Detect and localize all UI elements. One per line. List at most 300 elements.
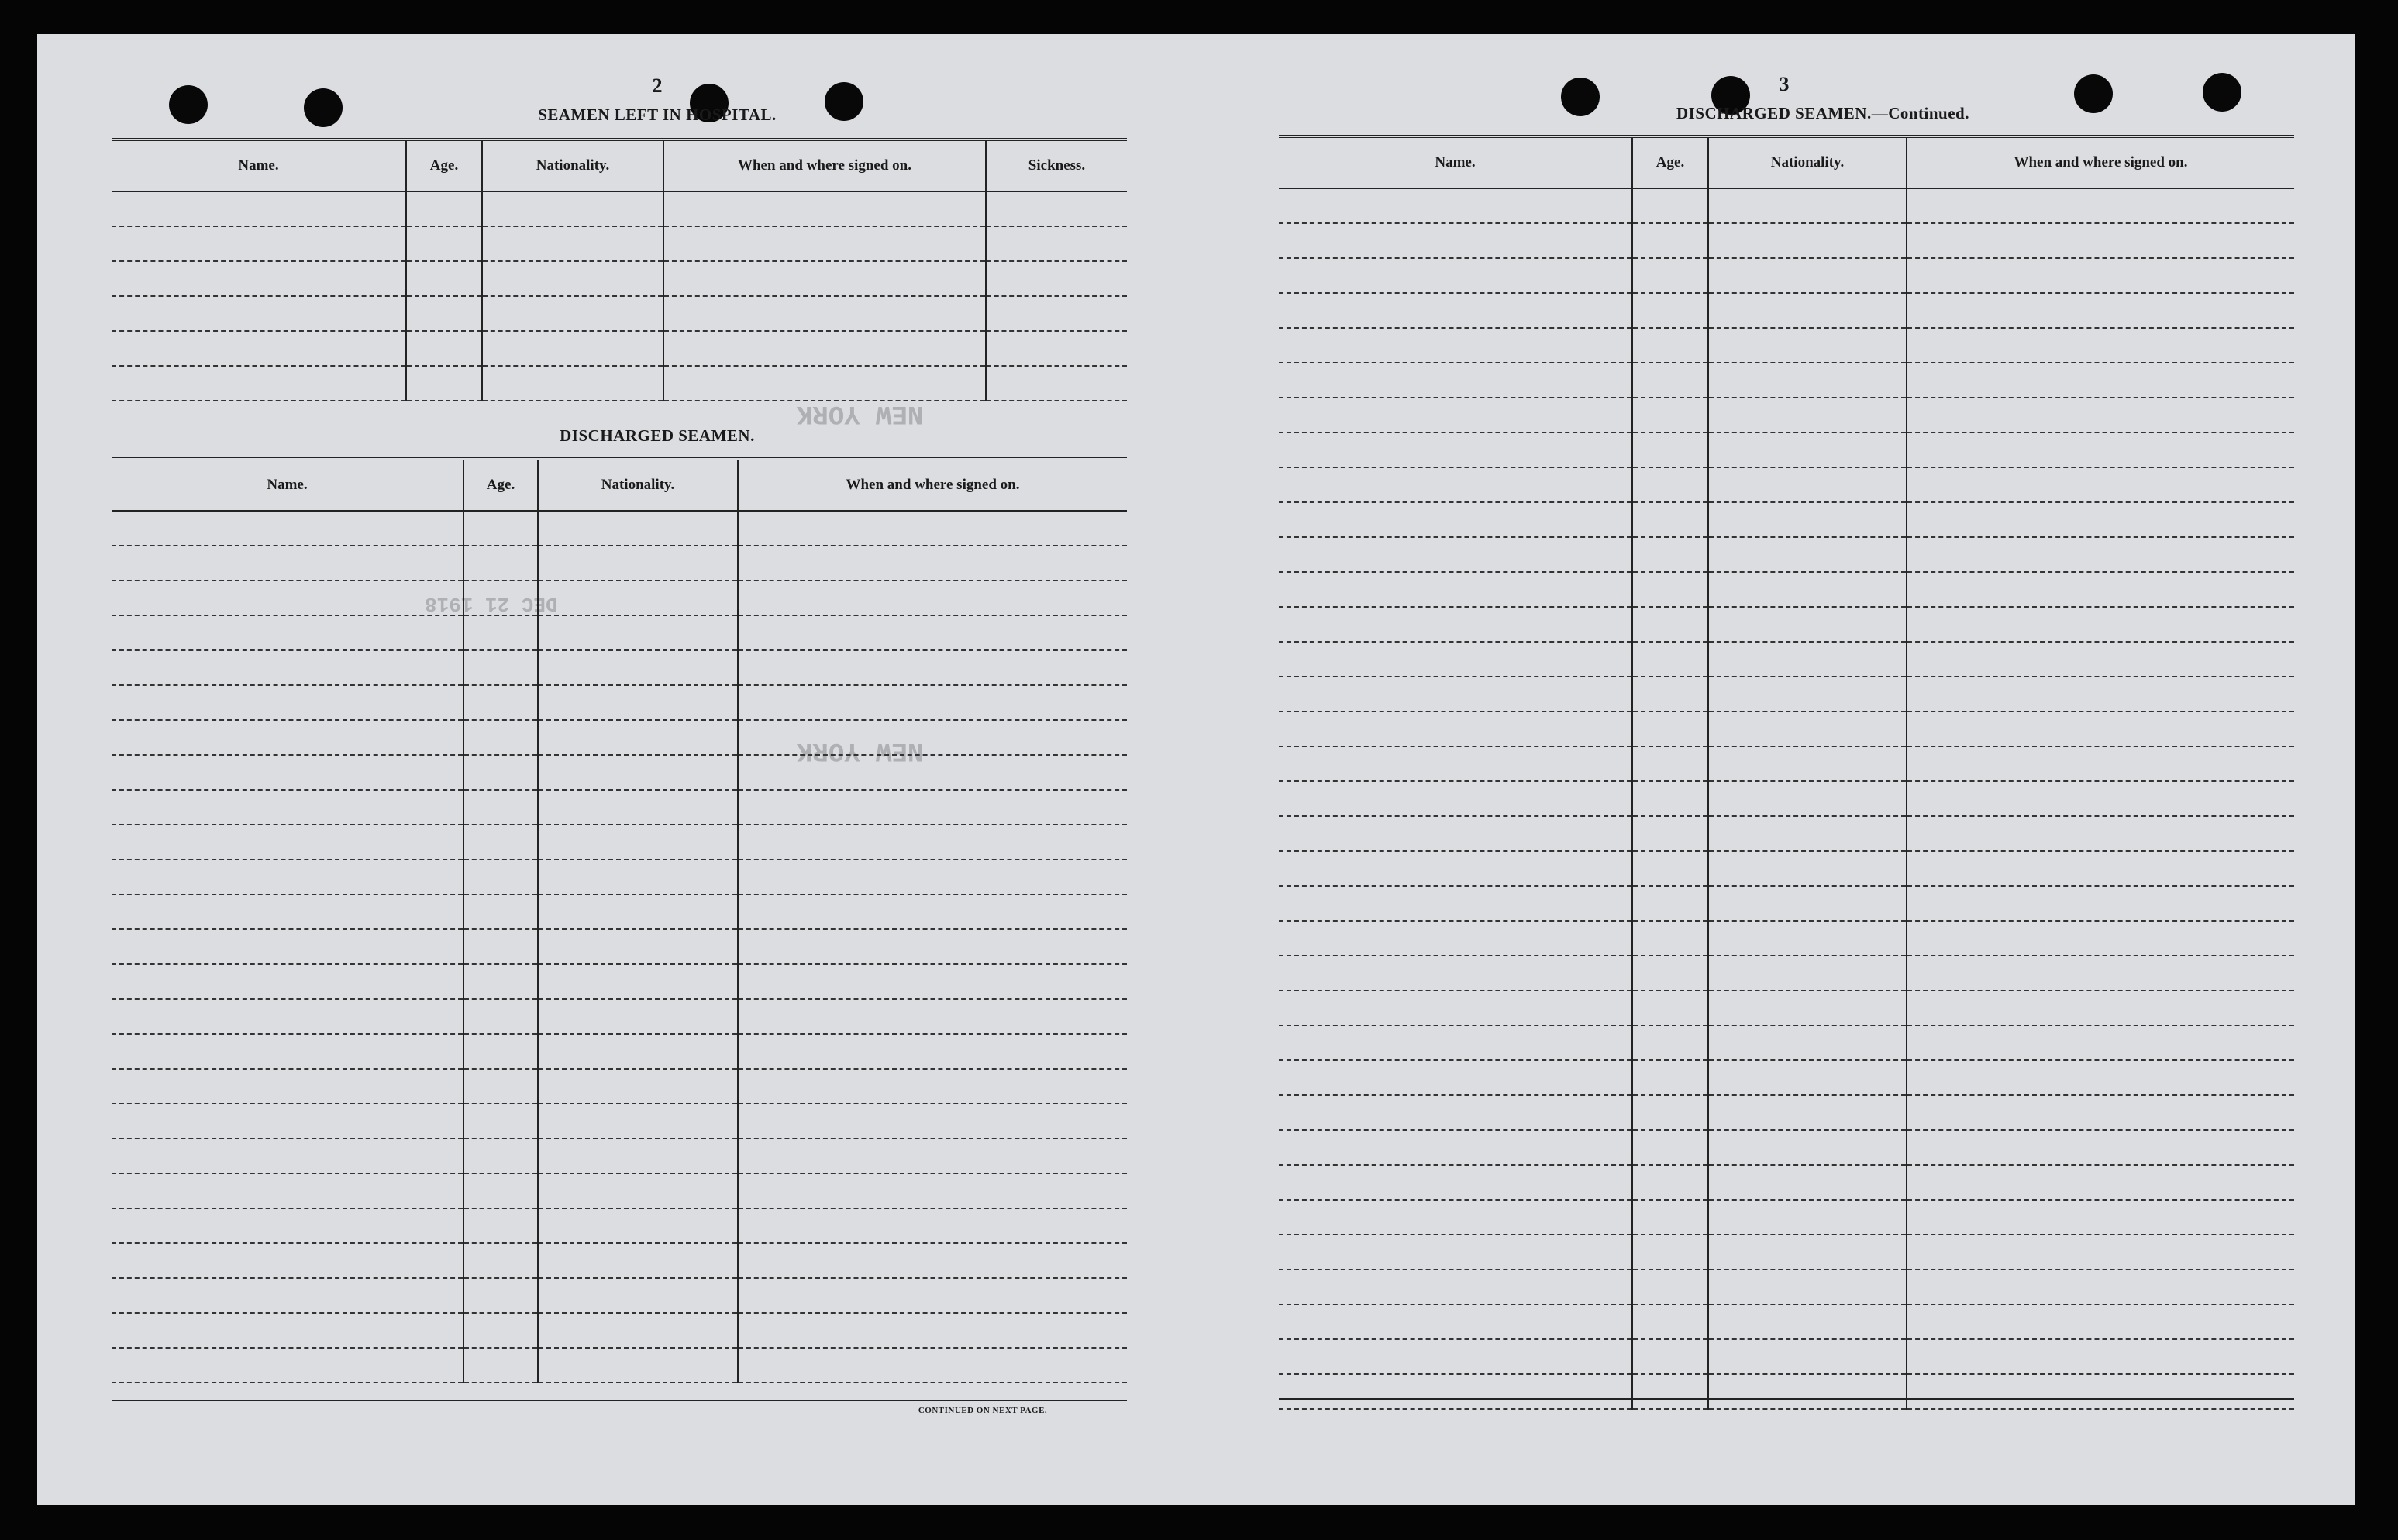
table-cell — [112, 894, 463, 929]
table-cell — [663, 331, 986, 366]
table-cell — [112, 860, 463, 894]
table-cell — [1632, 1339, 1708, 1374]
table-cell — [1632, 677, 1708, 711]
table-cell — [738, 929, 1127, 964]
discharged-section-title: DISCHARGED SEAMEN. — [560, 426, 755, 445]
table-cell — [1708, 1304, 1907, 1339]
table-row — [112, 1348, 1127, 1383]
column-header-age: Age. — [463, 459, 538, 511]
table-cell — [112, 226, 406, 261]
table-cell — [1708, 1270, 1907, 1304]
table-cell — [1632, 258, 1708, 293]
table-cell — [1907, 1095, 2294, 1130]
punch-hole — [304, 88, 343, 127]
table-row — [1279, 921, 2294, 956]
table-row — [1279, 990, 2294, 1025]
table-cell — [538, 650, 738, 685]
table-cell — [463, 511, 538, 546]
table-cell — [1708, 188, 1907, 223]
table-cell — [738, 1034, 1127, 1069]
table-cell — [663, 296, 986, 331]
table-cell — [538, 755, 738, 790]
table-cell — [1279, 1060, 1632, 1095]
table-cell — [1907, 816, 2294, 851]
table-cell — [1907, 223, 2294, 258]
table-row — [1279, 223, 2294, 258]
table-cell — [1907, 502, 2294, 537]
table-cell — [463, 929, 538, 964]
table-cell — [112, 546, 463, 581]
table-cell — [738, 1104, 1127, 1139]
table-row — [112, 511, 1127, 546]
table-row — [112, 261, 1127, 296]
table-cell — [663, 366, 986, 401]
table-cell — [1907, 1025, 2294, 1060]
table-cell — [663, 226, 986, 261]
table-cell — [1907, 328, 2294, 363]
discharged-continued-header-row — [1279, 136, 2294, 188]
table-cell — [1708, 328, 1907, 363]
table-cell — [738, 825, 1127, 860]
table-cell — [1632, 398, 1708, 432]
port-stamp: NEW YORK — [797, 398, 924, 428]
table-cell — [738, 1313, 1127, 1348]
table-cell — [1632, 1095, 1708, 1130]
table-cell — [1279, 1339, 1632, 1374]
table-cell — [463, 546, 538, 581]
table-cell — [1907, 1130, 2294, 1165]
table-cell — [406, 366, 482, 401]
table-cell — [463, 685, 538, 720]
table-cell — [1907, 398, 2294, 432]
table-cell — [1632, 188, 1708, 223]
table-cell — [1632, 1235, 1708, 1270]
table-row — [1279, 398, 2294, 432]
table-row — [1279, 572, 2294, 607]
table-cell — [1907, 1339, 2294, 1374]
table-cell — [1279, 1270, 1632, 1304]
table-row — [1279, 851, 2294, 886]
table-row — [1279, 1025, 2294, 1060]
table-cell — [1279, 293, 1632, 328]
table-cell — [1708, 1060, 1907, 1095]
table-cell — [1632, 1165, 1708, 1200]
table-cell — [1632, 467, 1708, 502]
table-cell — [112, 615, 463, 650]
table-cell — [1279, 607, 1632, 642]
table-cell — [538, 1348, 738, 1383]
table-row — [1279, 746, 2294, 781]
table-cell — [406, 191, 482, 226]
table-cell — [112, 825, 463, 860]
hospital-section-title: SEAMEN LEFT IN HOSPITAL. — [538, 105, 777, 124]
table-cell — [1632, 1200, 1708, 1235]
table-cell — [1279, 642, 1632, 677]
table-cell — [738, 511, 1127, 546]
table-cell — [112, 366, 406, 401]
table-cell — [1632, 1130, 1708, 1165]
table-cell — [1279, 188, 1632, 223]
table-row — [112, 581, 1127, 615]
table-cell — [738, 720, 1127, 755]
table-cell — [112, 331, 406, 366]
table-cell — [986, 366, 1127, 401]
table-cell — [538, 999, 738, 1034]
punch-hole — [169, 85, 208, 124]
table-cell — [1907, 1374, 2294, 1409]
table-row — [1279, 711, 2294, 746]
table-cell — [1632, 432, 1708, 467]
table-cell — [738, 1278, 1127, 1313]
table-cell — [1708, 537, 1907, 572]
table-cell — [663, 261, 986, 296]
footer-rule — [112, 1400, 1127, 1401]
table-cell — [1907, 607, 2294, 642]
table-cell — [738, 1139, 1127, 1173]
table-cell — [1279, 711, 1632, 746]
table-cell — [1279, 1025, 1632, 1060]
table-row — [112, 1173, 1127, 1208]
table-cell — [738, 894, 1127, 929]
table-cell — [538, 964, 738, 999]
table-cell — [986, 191, 1127, 226]
table-cell — [1279, 502, 1632, 537]
table-cell — [1907, 1165, 2294, 1200]
table-row — [112, 1278, 1127, 1313]
table-cell — [406, 226, 482, 261]
table-row — [112, 685, 1127, 720]
discharged-header-row — [112, 459, 1127, 511]
table-cell — [1279, 851, 1632, 886]
table-row — [112, 790, 1127, 825]
table-cell — [482, 296, 663, 331]
document-sheet — [37, 34, 2355, 1505]
table-cell — [112, 296, 406, 331]
column-header-nationality: Nationality. — [1708, 136, 1907, 188]
table-cell — [1632, 816, 1708, 851]
date-stamp: DEC 21 1918 — [425, 592, 558, 615]
table-cell — [463, 1139, 538, 1173]
table-cell — [112, 1348, 463, 1383]
table-cell — [463, 860, 538, 894]
table-cell — [1907, 363, 2294, 398]
port-stamp: NEW YORK — [797, 736, 924, 765]
table-cell — [463, 1278, 538, 1313]
table-cell — [112, 191, 406, 226]
table-cell — [112, 581, 463, 615]
table-cell — [1708, 711, 1907, 746]
table-cell — [463, 1173, 538, 1208]
table-cell — [663, 191, 986, 226]
discharged-continued-table — [1279, 135, 2294, 1410]
table-cell — [112, 929, 463, 964]
column-header-sickness: Sickness. — [986, 140, 1127, 191]
table-cell — [463, 615, 538, 650]
table-cell — [738, 581, 1127, 615]
table-cell — [463, 1034, 538, 1069]
table-cell — [463, 720, 538, 755]
table-cell — [1279, 956, 1632, 990]
table-cell — [538, 546, 738, 581]
table-cell — [538, 790, 738, 825]
table-cell — [463, 1104, 538, 1139]
table-cell — [112, 1208, 463, 1243]
table-cell — [1279, 258, 1632, 293]
table-cell — [1708, 1374, 1907, 1409]
table-cell — [463, 755, 538, 790]
table-cell — [1708, 781, 1907, 816]
table-row — [112, 755, 1127, 790]
table-row — [1279, 1339, 2294, 1374]
table-cell — [482, 261, 663, 296]
table-cell — [1279, 328, 1632, 363]
table-row — [1279, 188, 2294, 223]
discharged-continued-title: DISCHARGED SEAMEN.—Continued. — [1676, 104, 1969, 122]
table-cell — [463, 964, 538, 999]
table-cell — [1907, 258, 2294, 293]
hospital-table — [112, 138, 1127, 401]
table-cell — [1907, 188, 2294, 223]
footer-rule — [1279, 1398, 2294, 1400]
table-cell — [738, 685, 1127, 720]
table-row — [1279, 781, 2294, 816]
table-row — [1279, 537, 2294, 572]
table-cell — [112, 1034, 463, 1069]
table-cell — [538, 1034, 738, 1069]
column-header-nationality: Nationality. — [482, 140, 663, 191]
table-cell — [112, 964, 463, 999]
table-cell — [1632, 293, 1708, 328]
table-cell — [538, 511, 738, 546]
table-cell — [406, 261, 482, 296]
table-row — [1279, 258, 2294, 293]
table-row — [112, 1104, 1127, 1139]
table-cell — [463, 790, 538, 825]
table-cell — [538, 825, 738, 860]
table-row — [1279, 467, 2294, 502]
table-cell — [1632, 1304, 1708, 1339]
table-cell — [986, 296, 1127, 331]
table-cell — [1632, 328, 1708, 363]
table-cell — [1907, 677, 2294, 711]
table-cell — [406, 296, 482, 331]
table-cell — [538, 720, 738, 755]
table-cell — [1708, 1339, 1907, 1374]
table-cell — [112, 1139, 463, 1173]
table-row — [112, 1208, 1127, 1243]
table-row — [112, 1034, 1127, 1069]
table-cell — [463, 1243, 538, 1278]
table-row — [112, 650, 1127, 685]
table-cell — [1279, 677, 1632, 711]
table-row — [112, 929, 1127, 964]
column-header-name: Name. — [1279, 136, 1632, 188]
table-cell — [1279, 886, 1632, 921]
table-cell — [1632, 363, 1708, 398]
table-row — [1279, 607, 2294, 642]
table-cell — [1632, 711, 1708, 746]
table-cell — [112, 511, 463, 546]
table-cell — [1907, 886, 2294, 921]
table-cell — [1708, 1200, 1907, 1235]
table-cell — [986, 331, 1127, 366]
column-header-age: Age. — [406, 140, 482, 191]
table-cell — [1632, 223, 1708, 258]
column-header-nationality: Nationality. — [538, 459, 738, 511]
table-row — [112, 1313, 1127, 1348]
table-cell — [1708, 851, 1907, 886]
table-cell — [112, 261, 406, 296]
table-cell — [538, 1173, 738, 1208]
table-row — [1279, 1270, 2294, 1304]
column-header-name: Name. — [112, 140, 406, 191]
table-cell — [1632, 572, 1708, 607]
table-cell — [1279, 990, 1632, 1025]
table-cell — [1279, 1235, 1632, 1270]
table-row — [1279, 363, 2294, 398]
table-cell — [538, 1208, 738, 1243]
table-cell — [538, 1313, 738, 1348]
table-row — [1279, 956, 2294, 990]
table-cell — [1632, 1060, 1708, 1095]
table-cell — [1279, 781, 1632, 816]
table-cell — [463, 650, 538, 685]
table-cell — [1907, 537, 2294, 572]
table-cell — [538, 1243, 738, 1278]
column-header-name: Name. — [112, 459, 463, 511]
table-row — [112, 1069, 1127, 1104]
table-cell — [112, 685, 463, 720]
table-cell — [1279, 1200, 1632, 1235]
table-cell — [1708, 223, 1907, 258]
table-cell — [1279, 572, 1632, 607]
table-cell — [538, 929, 738, 964]
table-cell — [1708, 398, 1907, 432]
table-row — [112, 720, 1127, 755]
table-cell — [1907, 642, 2294, 677]
table-row — [1279, 642, 2294, 677]
table-cell — [463, 894, 538, 929]
table-row — [112, 546, 1127, 581]
table-cell — [1708, 816, 1907, 851]
table-cell — [1632, 1374, 1708, 1409]
table-cell — [112, 1278, 463, 1313]
table-cell — [738, 546, 1127, 581]
table-cell — [112, 1173, 463, 1208]
table-cell — [1708, 1235, 1907, 1270]
column-header-age: Age. — [1632, 136, 1708, 188]
table-cell — [1907, 572, 2294, 607]
table-cell — [1632, 502, 1708, 537]
table-cell — [1632, 781, 1708, 816]
table-cell — [738, 650, 1127, 685]
table-cell — [1708, 258, 1907, 293]
table-cell — [463, 1208, 538, 1243]
table-row — [1279, 502, 2294, 537]
table-cell — [1632, 607, 1708, 642]
hospital-rows — [112, 191, 1127, 401]
discharged-rows — [112, 511, 1127, 1383]
table-cell — [112, 755, 463, 790]
table-row — [112, 860, 1127, 894]
table-cell — [1279, 223, 1632, 258]
table-cell — [1632, 956, 1708, 990]
table-cell — [1907, 432, 2294, 467]
table-cell — [463, 999, 538, 1034]
page-number-right: 3 — [1779, 73, 1790, 95]
table-cell — [1708, 572, 1907, 607]
table-row — [112, 191, 1127, 226]
table-cell — [538, 581, 738, 615]
table-cell — [738, 790, 1127, 825]
table-cell — [1632, 886, 1708, 921]
table-cell — [1708, 502, 1907, 537]
table-cell — [1632, 642, 1708, 677]
table-cell — [1279, 537, 1632, 572]
table-cell — [538, 685, 738, 720]
table-row — [1279, 293, 2294, 328]
continued-note: CONTINUED ON NEXT PAGE. — [918, 1406, 1048, 1415]
table-cell — [482, 226, 663, 261]
table-cell — [112, 650, 463, 685]
table-cell — [463, 581, 538, 615]
column-header-signed-on: When and where signed on. — [738, 459, 1127, 511]
table-cell — [738, 1173, 1127, 1208]
table-cell — [1708, 921, 1907, 956]
table-cell — [1279, 921, 1632, 956]
table-cell — [1907, 990, 2294, 1025]
table-cell — [112, 1243, 463, 1278]
table-row — [1279, 677, 2294, 711]
table-cell — [538, 1278, 738, 1313]
table-cell — [1279, 467, 1632, 502]
table-cell — [463, 825, 538, 860]
discharged-continued-rows — [1279, 188, 2294, 1409]
table-row — [112, 964, 1127, 999]
table-row — [1279, 1235, 2294, 1270]
table-cell — [1708, 1095, 1907, 1130]
table-cell — [482, 331, 663, 366]
table-cell — [1708, 886, 1907, 921]
table-cell — [406, 331, 482, 366]
table-cell — [1632, 537, 1708, 572]
table-cell — [1279, 1304, 1632, 1339]
table-cell — [1708, 1130, 1907, 1165]
table-cell — [1279, 1374, 1632, 1409]
table-cell — [1708, 642, 1907, 677]
table-row — [1279, 1374, 2294, 1409]
table-cell — [1708, 432, 1907, 467]
table-cell — [738, 1069, 1127, 1104]
table-cell — [112, 999, 463, 1034]
table-cell — [1708, 607, 1907, 642]
table-cell — [1907, 1060, 2294, 1095]
table-cell — [1907, 1270, 2294, 1304]
table-cell — [1907, 467, 2294, 502]
table-cell — [538, 615, 738, 650]
table-cell — [986, 226, 1127, 261]
table-cell — [738, 1208, 1127, 1243]
table-row — [112, 331, 1127, 366]
table-cell — [1907, 293, 2294, 328]
table-cell — [1907, 711, 2294, 746]
table-cell — [1907, 1304, 2294, 1339]
page-number-left: 2 — [652, 74, 663, 97]
table-row — [112, 999, 1127, 1034]
table-cell — [112, 720, 463, 755]
table-cell — [738, 860, 1127, 894]
table-cell — [112, 790, 463, 825]
